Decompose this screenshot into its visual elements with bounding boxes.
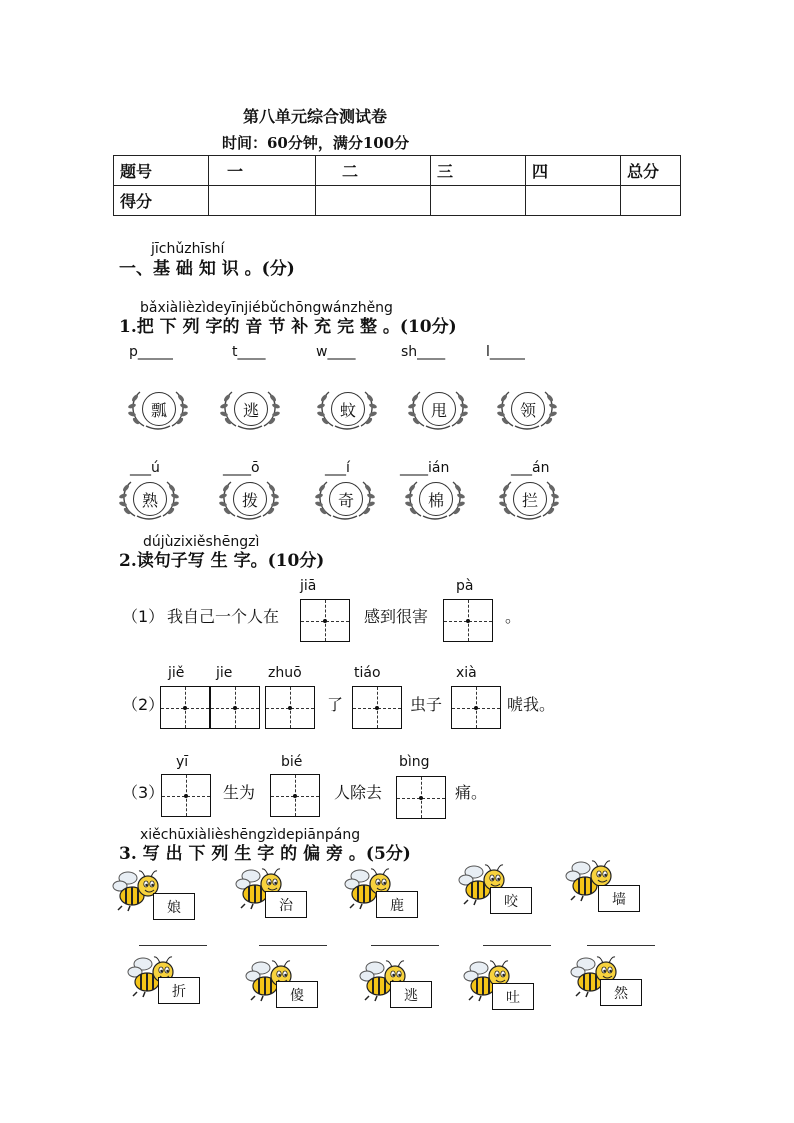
q2-s2-pinyin-1: jiě [168,665,185,681]
q2-s3-pinyin-1: yī [176,754,189,770]
answer-blank[interactable] [259,945,327,946]
q2-s1-pinyin-1: jiā [300,578,317,594]
answer-blank[interactable] [483,945,551,946]
q2-s3-pinyin-2: bié [281,754,303,770]
q2-s3-end: 痛。 [455,783,488,802]
table-cell [209,186,316,216]
wreath-character-label: 熟 [133,482,167,516]
character-box: 然 [600,979,642,1006]
wreath-character-label: 蚊 [331,392,365,426]
q2-s1-text-b: 感到很害 [364,607,429,626]
q2-s2-pinyin-4: tiáo [354,665,381,681]
q2-title: 2.读句子写 生 字。(10分) [119,551,325,571]
q2-pinyin: dújùzixiěshēngzì [143,534,260,550]
pinyin-blank[interactable]: t____ [232,344,266,360]
tian-grid-box[interactable] [265,686,315,729]
character-box: 鹿 [376,891,418,918]
q2-s1-pinyin-2: pà [456,578,474,594]
answer-blank[interactable] [139,945,207,946]
character-box: 傻 [276,981,318,1008]
tian-grid-box[interactable] [161,774,211,817]
pinyin-blank[interactable]: ___í [325,460,350,476]
pinyin-blank[interactable]: l_____ [486,344,525,360]
table-row [114,186,681,216]
wreath-character [497,474,561,522]
q1-title: 1.把 下 列 字的 音 节 补 充 完 整 。(10分) [119,317,457,337]
page-title: 第八单元综合测试卷 [243,107,388,126]
pinyin-blank[interactable]: ____ō [223,460,260,476]
character-box: 折 [158,977,200,1004]
table-cell: 得分 [114,186,209,216]
table-cell [526,186,621,216]
tian-grid-box[interactable] [443,599,493,642]
wreath-character [406,384,470,432]
answer-blank[interactable] [587,945,655,946]
table-row [114,156,681,186]
wreath-character [313,474,377,522]
q2-s2-pinyin-3: zhuō [268,665,302,681]
character-box: 娘 [153,893,195,920]
character-box: 咬 [490,887,532,914]
score-table [113,155,681,216]
wreath-character [117,474,181,522]
wreath-character-label: 拨 [233,482,267,516]
wreath-character-label: 甩 [422,392,456,426]
q2-s3-pinyin-3: bìng [399,754,430,770]
table-cell: 二 [316,156,431,186]
q2-s2-text-b: 了 [327,695,344,714]
table-cell: 总分 [621,156,681,186]
tian-grid-box[interactable] [300,599,350,642]
wreath-character-label: 逃 [234,392,268,426]
tian-grid-box[interactable] [160,686,210,729]
tian-grid-box[interactable] [451,686,501,729]
pinyin-blank[interactable]: w____ [316,344,356,360]
q2-s1-num: （1） [122,607,165,626]
page-subtitle: 时间：60分钟，满分100分 [222,134,410,152]
pinyin-blank[interactable]: ____ián [400,460,450,476]
table-cell [621,186,681,216]
q2-s3-num: （3） [122,783,165,802]
section1-pinyin: jīchǔzhīshí [151,241,225,257]
wreath-character-label: 奇 [329,482,363,516]
q2-s1-end: 。 [505,607,522,626]
table-cell: 三 [431,156,526,186]
q2-s2-pinyin-5: xià [456,665,477,681]
table-cell [431,186,526,216]
answer-blank[interactable] [371,945,439,946]
q2-s2-num: （2） [122,695,165,714]
wreath-character-label: 棉 [419,482,453,516]
tian-grid-box[interactable] [210,686,260,729]
wreath-character [217,474,281,522]
table-cell: 一 [209,156,316,186]
pinyin-blank[interactable]: p_____ [129,344,173,360]
tian-grid-box[interactable] [270,774,320,817]
character-box: 墙 [598,885,640,912]
table-cell: 四 [526,156,621,186]
q3-title: 3. 写 出 下 列 生 字 的 偏 旁 。(5分) [119,844,411,864]
table-cell: 题号 [114,156,209,186]
tian-grid-box[interactable] [352,686,402,729]
wreath-character-label: 领 [511,392,545,426]
q2-s3-text-b: 人除去 [334,783,383,802]
q1-pinyin: bǎxiàlièzìdeyīnjiébǔchōngwánzhěng [140,300,393,316]
wreath-character-label: 拦 [513,482,547,516]
character-box: 吐 [492,983,534,1010]
pinyin-blank[interactable]: ___ú [130,460,160,476]
q3-pinyin: xiěchūxiàlièshēngzìdepiānpáng [140,827,361,843]
pinyin-blank[interactable]: sh____ [401,344,446,360]
table-cell [316,186,431,216]
wreath-character-label: 瓢 [142,392,176,426]
wreath-character [495,384,559,432]
wreath-character [315,384,379,432]
q2-s2-text-c: 虫子 [410,695,443,714]
character-box: 治 [265,891,307,918]
section1-title: 一、基 础 知 识 。(分) [119,259,295,279]
pinyin-blank[interactable]: ___án [511,460,550,476]
wreath-character [218,384,282,432]
tian-grid-box[interactable] [396,776,446,819]
q2-s2-pinyin-2: jie [216,665,233,681]
q2-s1-text-a: 我自己一个人在 [167,607,280,626]
wreath-character [126,384,190,432]
q2-s3-text-a: 生为 [223,783,256,802]
wreath-character [403,474,467,522]
character-box: 逃 [390,981,432,1008]
q2-s2-end: 唬我。 [507,695,556,714]
